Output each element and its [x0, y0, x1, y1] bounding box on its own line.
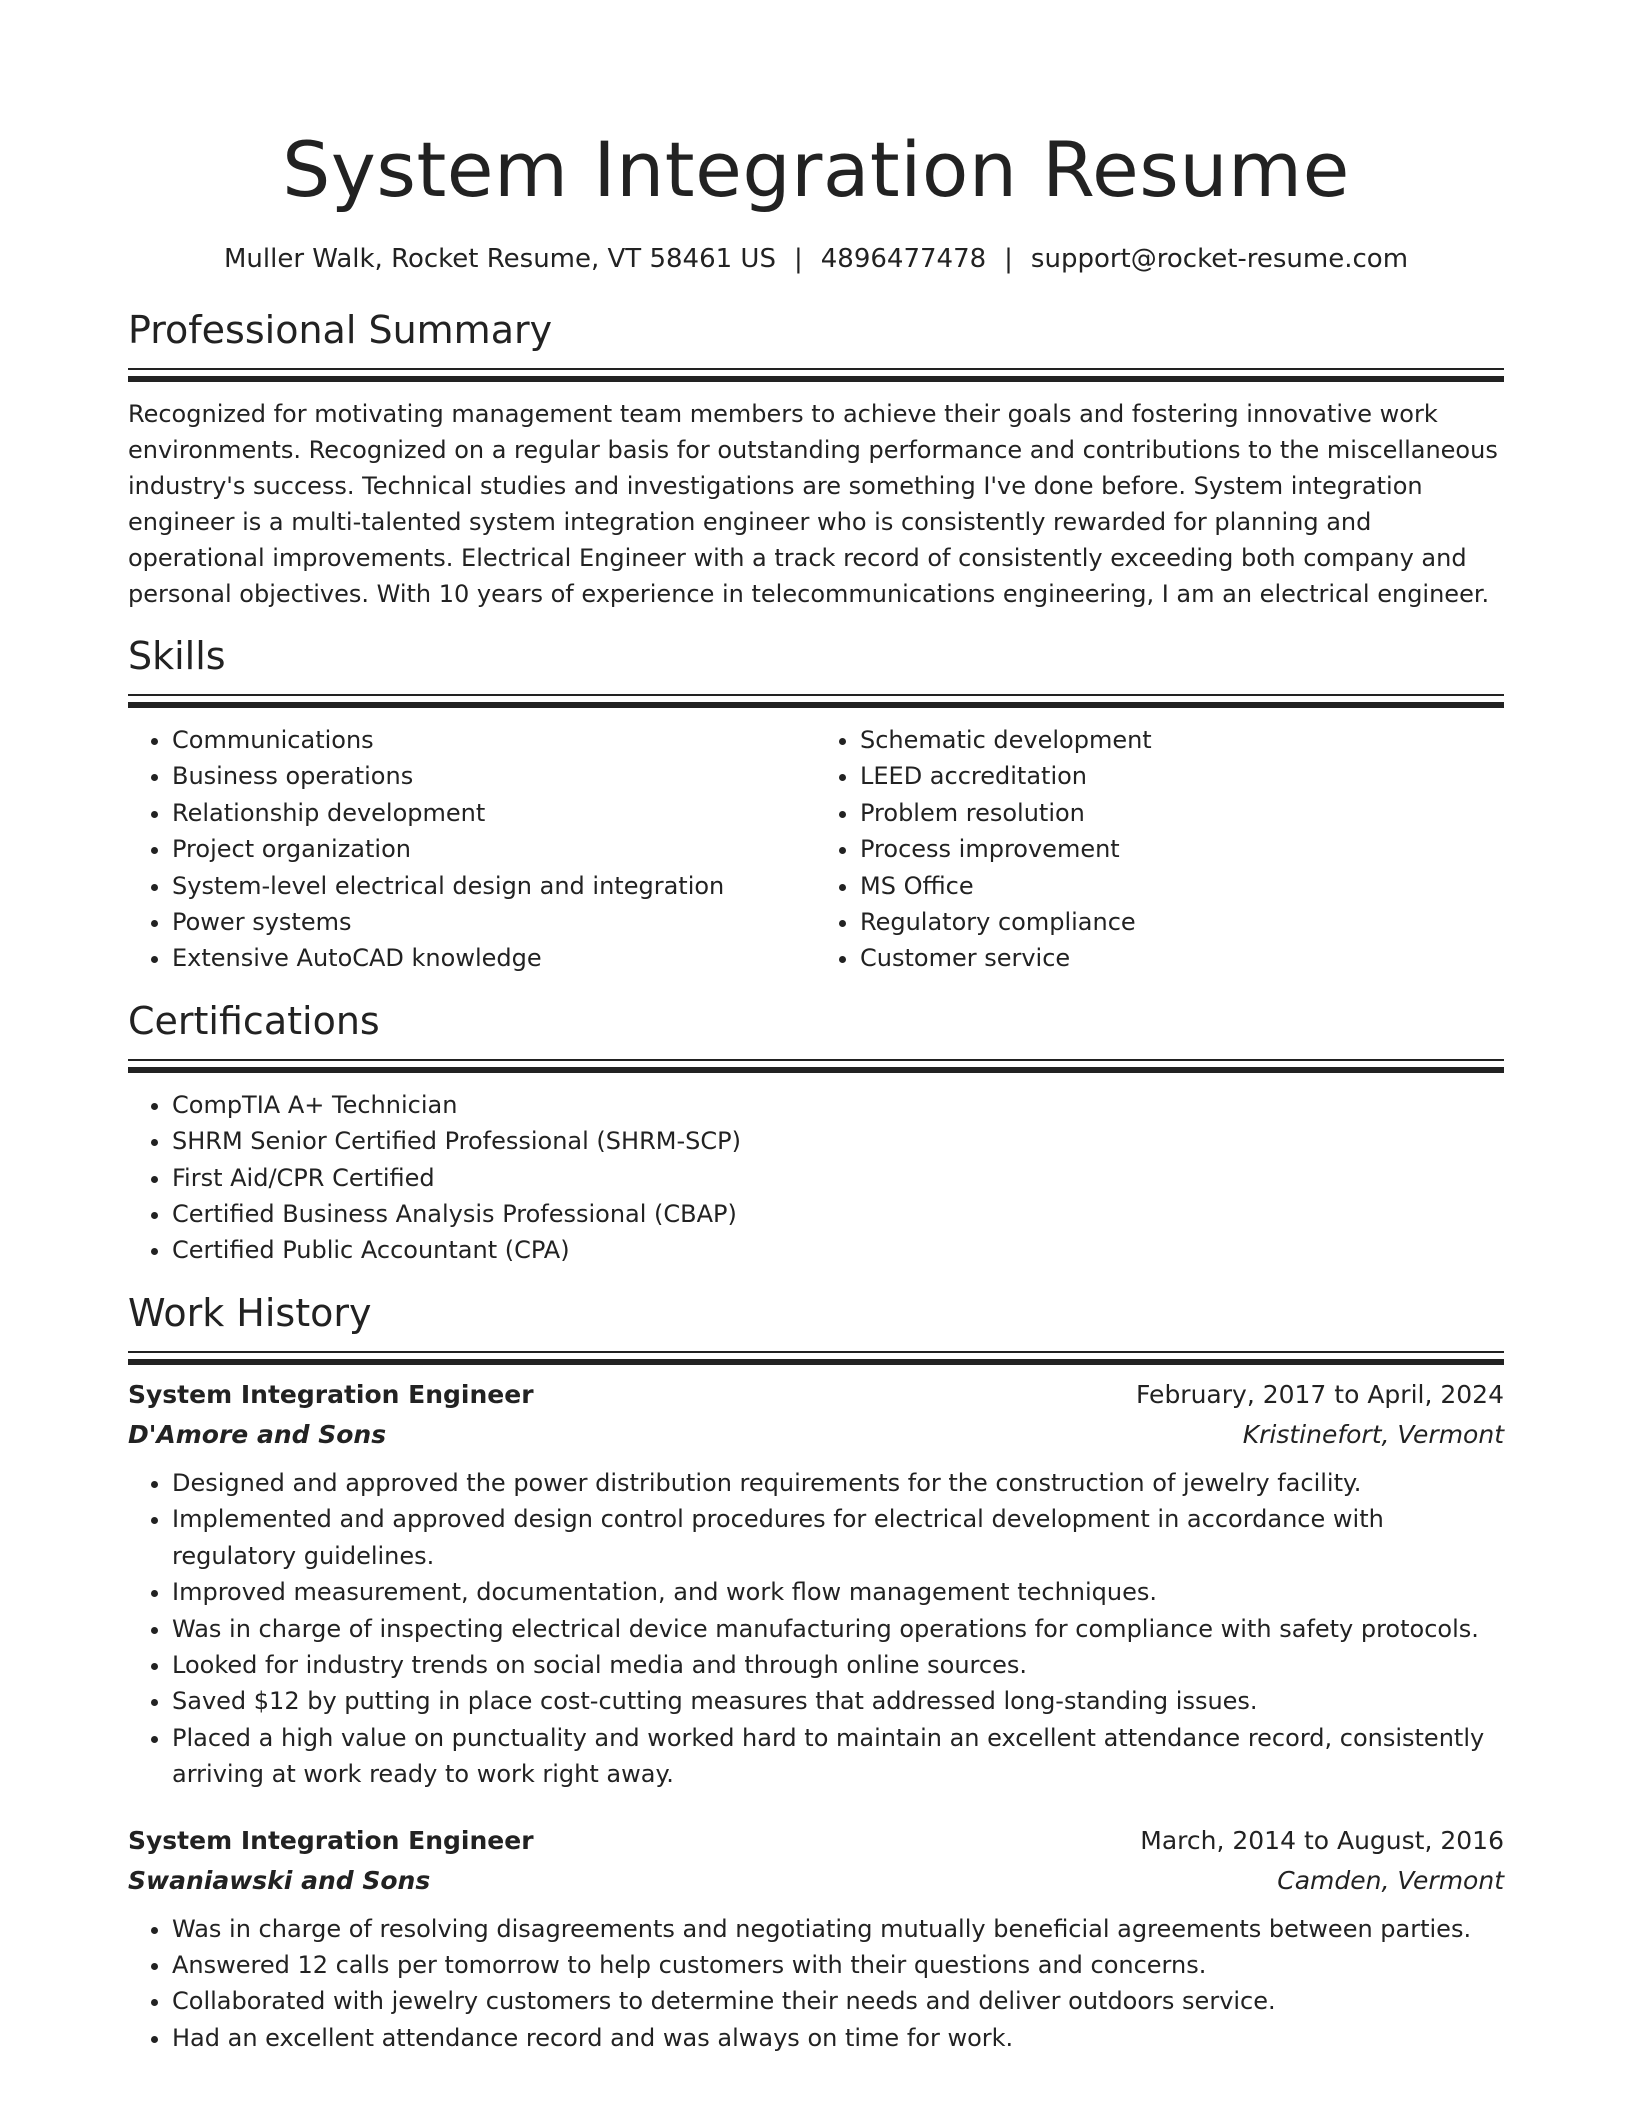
skills-list-right [816, 722, 1504, 977]
list-item: • Was in charge of resolving disagreements and negotiating mutually beneficial agreements between parties. [172, 1911, 1504, 1947]
list-item: • Regulatory compliance [860, 904, 1504, 940]
list-item: • Business operations [172, 758, 816, 794]
job-bullet-list [128, 1465, 1504, 1793]
list-item: • Placed a high value on punctuality and worked hard to maintain an excellent attendance record, consistently arriving at work ready to work right away. [172, 1720, 1504, 1793]
contact-line [128, 242, 1504, 276]
list-item: • Saved $12 by putting in place cost-cutting measures that addressed long-standing issues. [172, 1683, 1504, 1719]
skills-list-left [128, 722, 816, 977]
list-item: • Answered 12 calls per tomorrow to help customers with their questions and concerns. [172, 1947, 1504, 1983]
list-item: • Relationship development [172, 795, 816, 831]
job-company: Swaniawski and Sons [128, 1865, 431, 1895]
contact-email: support@rocket-resume.com [1030, 244, 1409, 274]
job-dates: February, 2017 to April, 2024 [1136, 1379, 1504, 1409]
skills-section [128, 632, 1504, 977]
job-title-row [128, 1375, 1504, 1415]
list-item: • Schematic development [860, 722, 1504, 758]
list-item: • Certified Business Analysis Professional (CBAP) [172, 1196, 1504, 1232]
summary-text: Recognized for motivating management team members to achieve their goals and fostering innovative work environments. Recognized on a regular basis for outstanding performance and contributions to the miscellaneous industry's success. Technical studies and investigations are something I've done before. System integration engineer is a multi-talented system integration engineer who is consistently rewarded for planning and operational improvements. Electrical Engineer with a track record of consistently exceeding both company and personal objectives. With 10 years of experience in telecommunications engineering, I am an electrical engineer. [128, 400, 1498, 608]
list-item: • Had an excellent attendance record and was always on time for work. [172, 2020, 1504, 2056]
list-item: • LEED accreditation [860, 758, 1504, 794]
job-entry [128, 1375, 1504, 1793]
certifications-section [128, 997, 1504, 1269]
skills-heading: Skills [128, 634, 226, 678]
certifications-list [128, 1087, 1504, 1269]
job-title: System Integration Engineer [128, 1379, 534, 1409]
list-item: • Communications [172, 722, 816, 758]
list-item: • CompTIA A+ Technician [172, 1087, 1504, 1123]
job-title: System Integration Engineer [128, 1825, 534, 1855]
contact-separator: | [793, 244, 803, 274]
contact-separator: | [1004, 244, 1013, 274]
job-title-row [128, 1821, 1504, 1861]
job-bullet-list [128, 1911, 1504, 2057]
skills-columns [128, 708, 1504, 977]
job-location: Kristinefort, Vermont [1242, 1419, 1504, 1449]
list-item: • First Aid/CPR Certified [172, 1160, 1504, 1196]
list-item: • Extensive AutoCAD knowledge [172, 940, 816, 976]
job-list [128, 1375, 1504, 2056]
contact-address: Muller Walk, Rocket Resume, VT 58461 US [223, 244, 776, 274]
job-entry [128, 1821, 1504, 2057]
list-item: • Project organization [172, 831, 816, 867]
job-company: D'Amore and Sons [128, 1419, 387, 1449]
list-item: • Process improvement [860, 831, 1504, 867]
list-item: • Designed and approved the power distribution requirements for the construction of jewelry facility. [172, 1465, 1504, 1501]
job-company-row [128, 1861, 1504, 1901]
list-item: • Implemented and approved design control procedures for electrical development in accordance with regulatory guidelines. [172, 1501, 1504, 1574]
list-item: • Collaborated with jewelry customers to determine their needs and deliver outdoors service. [172, 1983, 1504, 2019]
section-divider [128, 694, 1504, 708]
section-divider [128, 368, 1504, 382]
list-item: • Certified Public Accountant (CPA) [172, 1232, 1504, 1268]
job-location: Camden, Vermont [1277, 1865, 1504, 1895]
list-item: • System-level electrical design and integration [172, 868, 816, 904]
list-item: • SHRM Senior Certified Professional (SHRM-SCP) [172, 1123, 1504, 1159]
job-company-row [128, 1415, 1504, 1455]
summary-section [128, 306, 1504, 612]
list-item: • MS Office [860, 868, 1504, 904]
list-item: • Looked for industry trends on social media and through online sources. [172, 1647, 1504, 1683]
list-item: • Power systems [172, 904, 816, 940]
work-section [128, 1289, 1504, 2056]
resume-title: System Integration Resume [282, 125, 1350, 214]
summary-heading: Professional Summary [128, 308, 553, 352]
job-dates: March, 2014 to August, 2016 [1140, 1825, 1504, 1855]
certifications-heading: Certifications [128, 998, 380, 1043]
work-heading: Work History [128, 1290, 372, 1335]
list-item: • Customer service [860, 940, 1504, 976]
list-item: • Improved measurement, documentation, and work flow management techniques. [172, 1574, 1504, 1610]
section-divider [128, 1059, 1504, 1073]
list-item: • Problem resolution [860, 795, 1504, 831]
contact-phone: 4896477478 [820, 244, 987, 274]
section-divider [128, 1351, 1504, 1365]
list-item: • Was in charge of inspecting electrical device manufacturing operations for compliance with safety protocols. [172, 1611, 1504, 1647]
